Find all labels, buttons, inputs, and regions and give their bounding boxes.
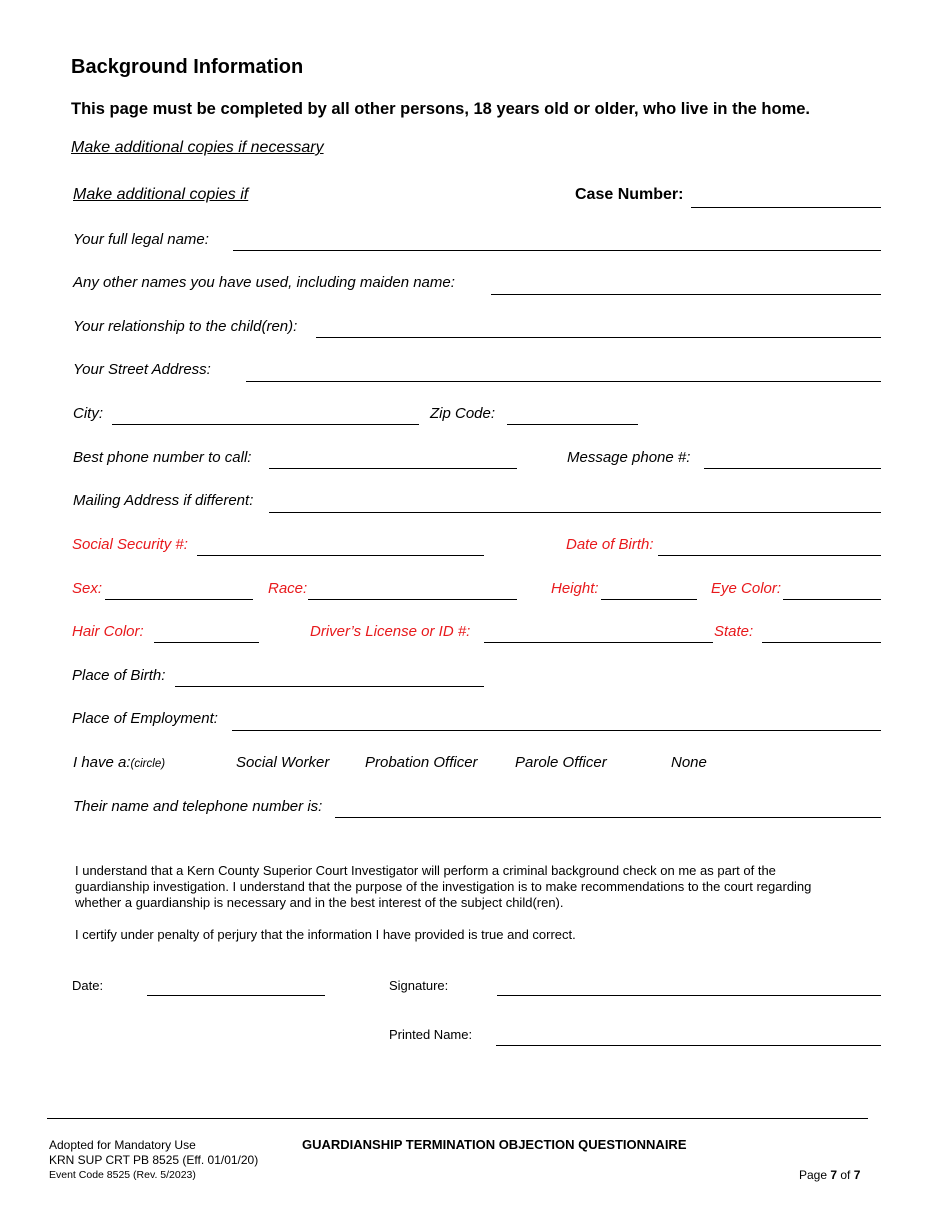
employment-field[interactable] [232, 730, 881, 731]
state-field[interactable] [762, 642, 881, 643]
message-phone-field[interactable] [704, 468, 881, 469]
footer-adopted: Adopted for Mandatory Use [49, 1138, 196, 1152]
printed-name-field[interactable] [496, 1045, 881, 1046]
case-number-field[interactable] [691, 207, 881, 208]
license-field[interactable] [484, 642, 713, 643]
option-social-worker[interactable]: Social Worker [236, 754, 330, 771]
street-address-field[interactable] [246, 381, 881, 382]
page-title: Background Information [71, 56, 304, 78]
signature-field[interactable] [497, 995, 881, 996]
date-field[interactable] [147, 995, 325, 996]
eye-color-label: Eye Color: [711, 580, 782, 597]
certification-paragraph: I certify under penalty of perjury that the information I have provided is true and correct. [75, 927, 576, 942]
copies-note: Make additional copies if necessary [71, 139, 324, 156]
sex-field[interactable] [105, 599, 253, 600]
best-phone-field[interactable] [269, 468, 517, 469]
their-name-field[interactable] [335, 817, 881, 818]
ssn-label: Social Security #: [72, 536, 188, 553]
height-field[interactable] [601, 599, 697, 600]
relationship-field[interactable] [316, 337, 881, 338]
employment-label: Place of Employment: [72, 710, 218, 727]
race-label: Race: [268, 580, 308, 597]
race-field[interactable] [308, 599, 517, 600]
state-label: State: [714, 623, 754, 640]
city-label: City: [73, 405, 103, 422]
message-phone-label: Message phone #: [567, 449, 691, 466]
height-label: Height: [551, 580, 599, 597]
option-parole-officer[interactable]: Parole Officer [515, 754, 607, 771]
other-names-field[interactable] [491, 294, 881, 295]
date-label: Date: [72, 978, 104, 993]
city-field[interactable] [112, 424, 419, 425]
dob-field[interactable] [658, 555, 881, 556]
footer-divider [47, 1118, 868, 1119]
case-number-label: Case Number: [575, 186, 684, 203]
signature-label: Signature: [389, 978, 449, 993]
footer-form-code: KRN SUP CRT PB 8525 (Eff. 01/01/20) [49, 1153, 259, 1167]
relationship-label: Your relationship to the child(ren): [73, 318, 298, 335]
hair-color-field[interactable] [154, 642, 259, 643]
i-have-label: I have a:(circle) [73, 754, 166, 771]
mailing-address-field[interactable] [269, 512, 881, 513]
birth-place-field[interactable] [175, 686, 484, 687]
footer-event-code: Event Code 8525 (Rev. 5/2023) [49, 1169, 196, 1181]
zip-field[interactable] [507, 424, 638, 425]
best-phone-label: Best phone number to call: [73, 449, 252, 466]
birth-place-label: Place of Birth: [72, 667, 166, 684]
other-names-label: Any other names you have used, including maiden name: [73, 274, 455, 291]
license-label: Driver’s License or ID #: [310, 623, 471, 640]
option-none[interactable]: None [671, 754, 707, 771]
page-subtitle: This page must be completed by all other persons, 18 years old or older, who live in the home. [71, 100, 811, 118]
sex-label: Sex: [72, 580, 103, 597]
footer-form-title: GUARDIANSHIP TERMINATION OBJECTION QUESTIONNAIRE [302, 1137, 687, 1152]
full-name-field[interactable] [233, 250, 881, 251]
option-probation-officer[interactable]: Probation Officer [365, 754, 478, 771]
eye-color-field[interactable] [783, 599, 881, 600]
ssn-field[interactable] [197, 555, 484, 556]
full-name-label: Your full legal name: [73, 231, 209, 248]
printed-name-label: Printed Name: [389, 1027, 473, 1042]
statement-paragraph: I understand that a Kern County Superior Court Investigator will perform a criminal background check on me as part of the guardianship investigation. I understand that the purpose of the investigation is to make recommendations to the court regarding whether a guardianship is necessary and in the best interest of the subject child(ren). [75, 863, 812, 910]
copies-note-short: Make additional copies if [73, 186, 249, 203]
circle-hint: (circle) [130, 758, 166, 770]
hair-color-label: Hair Color: [72, 623, 144, 640]
zip-label: Zip Code: [430, 405, 496, 422]
street-address-label: Your Street Address: [73, 361, 211, 378]
their-name-label: Their name and telephone number is: [73, 798, 323, 815]
page-number: Page 7 of 7 [799, 1168, 861, 1182]
dob-label: Date of Birth: [566, 536, 654, 553]
mailing-address-label: Mailing Address if different: [73, 492, 254, 509]
